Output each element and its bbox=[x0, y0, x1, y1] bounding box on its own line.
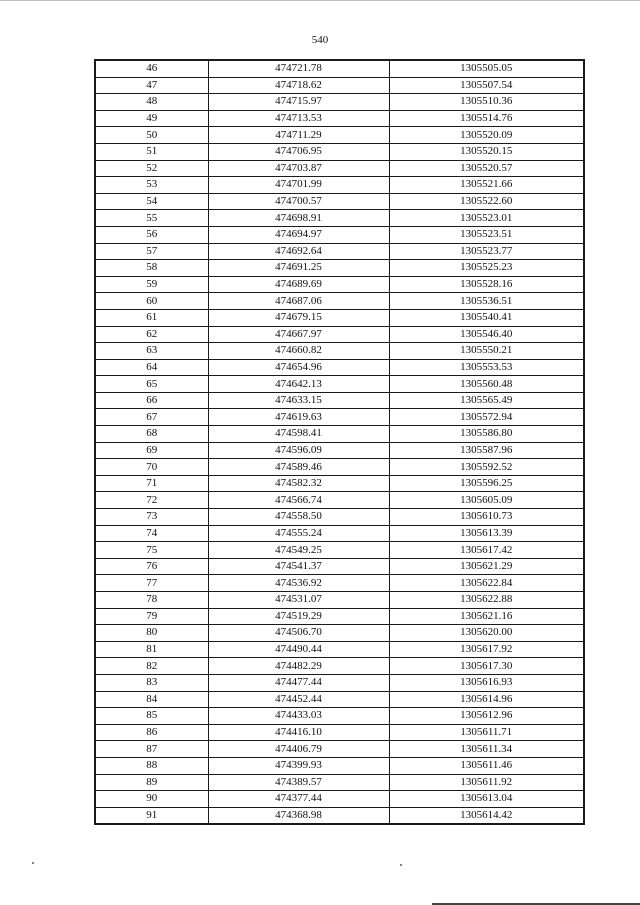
point-number-cell: 89 bbox=[95, 774, 208, 791]
x-coordinate-cell: 474721.78 bbox=[208, 60, 389, 77]
point-number-cell: 66 bbox=[95, 392, 208, 409]
x-coordinate-cell: 474389.57 bbox=[208, 774, 389, 791]
y-coordinate-cell: 1305611.46 bbox=[389, 757, 584, 774]
x-coordinate-cell: 474687.06 bbox=[208, 293, 389, 310]
y-coordinate-cell: 1305523.77 bbox=[389, 243, 584, 260]
y-coordinate-cell: 1305614.96 bbox=[389, 691, 584, 708]
y-coordinate-cell: 1305613.39 bbox=[389, 525, 584, 542]
point-number-cell: 72 bbox=[95, 492, 208, 509]
x-coordinate-cell: 474549.25 bbox=[208, 542, 389, 559]
table-row bbox=[95, 658, 584, 675]
table-row bbox=[95, 791, 584, 808]
x-coordinate-cell: 474541.37 bbox=[208, 558, 389, 575]
point-number-cell: 68 bbox=[95, 426, 208, 443]
coordinate-table bbox=[94, 59, 585, 825]
point-number-cell: 70 bbox=[95, 459, 208, 476]
y-coordinate-cell: 1305617.30 bbox=[389, 658, 584, 675]
y-coordinate-cell: 1305536.51 bbox=[389, 293, 584, 310]
x-coordinate-cell: 474713.53 bbox=[208, 110, 389, 127]
y-coordinate-cell: 1305553.53 bbox=[389, 359, 584, 376]
x-coordinate-cell: 474531.07 bbox=[208, 592, 389, 609]
y-coordinate-cell: 1305546.40 bbox=[389, 326, 584, 343]
y-coordinate-cell: 1305522.60 bbox=[389, 193, 584, 210]
y-coordinate-cell: 1305611.92 bbox=[389, 774, 584, 791]
x-coordinate-cell: 474536.92 bbox=[208, 575, 389, 592]
y-coordinate-cell: 1305614.42 bbox=[389, 807, 584, 824]
table-row bbox=[95, 608, 584, 625]
x-coordinate-cell: 474519.29 bbox=[208, 608, 389, 625]
x-coordinate-cell: 474619.63 bbox=[208, 409, 389, 426]
table-row bbox=[95, 177, 584, 194]
y-coordinate-cell: 1305520.09 bbox=[389, 127, 584, 144]
table-row bbox=[95, 359, 584, 376]
table-row bbox=[95, 276, 584, 293]
x-coordinate-cell: 474689.69 bbox=[208, 276, 389, 293]
x-coordinate-cell: 474406.79 bbox=[208, 741, 389, 758]
x-coordinate-cell: 474506.70 bbox=[208, 625, 389, 642]
y-coordinate-cell: 1305596.25 bbox=[389, 475, 584, 492]
point-number-cell: 61 bbox=[95, 309, 208, 326]
x-coordinate-cell: 474582.32 bbox=[208, 475, 389, 492]
y-coordinate-cell: 1305612.96 bbox=[389, 708, 584, 725]
table-row bbox=[95, 426, 584, 443]
table-row bbox=[95, 542, 584, 559]
table-row bbox=[95, 60, 584, 77]
x-coordinate-cell: 474589.46 bbox=[208, 459, 389, 476]
x-coordinate-cell: 474694.97 bbox=[208, 226, 389, 243]
x-coordinate-cell: 474711.29 bbox=[208, 127, 389, 144]
point-number-cell: 63 bbox=[95, 343, 208, 360]
y-coordinate-cell: 1305560.48 bbox=[389, 376, 584, 393]
point-number-cell: 46 bbox=[95, 60, 208, 77]
x-coordinate-cell: 474698.91 bbox=[208, 210, 389, 227]
y-coordinate-cell: 1305605.09 bbox=[389, 492, 584, 509]
table-row bbox=[95, 343, 584, 360]
x-coordinate-cell: 474691.25 bbox=[208, 260, 389, 277]
y-coordinate-cell: 1305510.36 bbox=[389, 94, 584, 111]
table-row bbox=[95, 293, 584, 310]
y-coordinate-cell: 1305622.88 bbox=[389, 592, 584, 609]
table-row bbox=[95, 807, 584, 824]
point-number-cell: 87 bbox=[95, 741, 208, 758]
table-row bbox=[95, 127, 584, 144]
point-number-cell: 86 bbox=[95, 724, 208, 741]
table-row bbox=[95, 674, 584, 691]
table-row bbox=[95, 77, 584, 94]
table-row bbox=[95, 160, 584, 177]
x-coordinate-cell: 474433.03 bbox=[208, 708, 389, 725]
x-coordinate-cell: 474654.96 bbox=[208, 359, 389, 376]
point-number-cell: 57 bbox=[95, 243, 208, 260]
table-row bbox=[95, 691, 584, 708]
table-row bbox=[95, 143, 584, 160]
y-coordinate-cell: 1305611.71 bbox=[389, 724, 584, 741]
y-coordinate-cell: 1305621.29 bbox=[389, 558, 584, 575]
point-number-cell: 82 bbox=[95, 658, 208, 675]
x-coordinate-cell: 474416.10 bbox=[208, 724, 389, 741]
point-number-cell: 58 bbox=[95, 260, 208, 277]
table-row bbox=[95, 442, 584, 459]
point-number-cell: 49 bbox=[95, 110, 208, 127]
table-row bbox=[95, 226, 584, 243]
table-row bbox=[95, 193, 584, 210]
x-coordinate-cell: 474706.95 bbox=[208, 143, 389, 160]
y-coordinate-cell: 1305505.05 bbox=[389, 60, 584, 77]
point-number-cell: 71 bbox=[95, 475, 208, 492]
y-coordinate-cell: 1305565.49 bbox=[389, 392, 584, 409]
table-row bbox=[95, 641, 584, 658]
x-coordinate-cell: 474718.62 bbox=[208, 77, 389, 94]
point-number-cell: 80 bbox=[95, 625, 208, 642]
table-row bbox=[95, 260, 584, 277]
point-number-cell: 48 bbox=[95, 94, 208, 111]
point-number-cell: 84 bbox=[95, 691, 208, 708]
table-row bbox=[95, 625, 584, 642]
y-coordinate-cell: 1305592.52 bbox=[389, 459, 584, 476]
scan-speck bbox=[32, 862, 34, 864]
x-coordinate-cell: 474701.99 bbox=[208, 177, 389, 194]
point-number-cell: 55 bbox=[95, 210, 208, 227]
point-number-cell: 74 bbox=[95, 525, 208, 542]
table-row bbox=[95, 708, 584, 725]
y-coordinate-cell: 1305616.93 bbox=[389, 674, 584, 691]
scan-speck bbox=[400, 864, 402, 866]
table-row bbox=[95, 525, 584, 542]
table-row bbox=[95, 592, 584, 609]
point-number-cell: 69 bbox=[95, 442, 208, 459]
y-coordinate-cell: 1305514.76 bbox=[389, 110, 584, 127]
y-coordinate-cell: 1305550.21 bbox=[389, 343, 584, 360]
point-number-cell: 85 bbox=[95, 708, 208, 725]
x-coordinate-cell: 474558.50 bbox=[208, 509, 389, 526]
y-coordinate-cell: 1305523.01 bbox=[389, 210, 584, 227]
point-number-cell: 62 bbox=[95, 326, 208, 343]
point-number-cell: 53 bbox=[95, 177, 208, 194]
y-coordinate-cell: 1305521.66 bbox=[389, 177, 584, 194]
y-coordinate-cell: 1305507.54 bbox=[389, 77, 584, 94]
x-coordinate-cell: 474482.29 bbox=[208, 658, 389, 675]
table-row bbox=[95, 558, 584, 575]
x-coordinate-cell: 474703.87 bbox=[208, 160, 389, 177]
x-coordinate-cell: 474566.74 bbox=[208, 492, 389, 509]
point-number-cell: 83 bbox=[95, 674, 208, 691]
y-coordinate-cell: 1305610.73 bbox=[389, 509, 584, 526]
table-row bbox=[95, 94, 584, 111]
x-coordinate-cell: 474368.98 bbox=[208, 807, 389, 824]
x-coordinate-cell: 474490.44 bbox=[208, 641, 389, 658]
coordinate-table-body bbox=[95, 60, 584, 824]
table-row bbox=[95, 210, 584, 227]
y-coordinate-cell: 1305613.04 bbox=[389, 791, 584, 808]
table-row bbox=[95, 741, 584, 758]
table-row bbox=[95, 326, 584, 343]
table-row bbox=[95, 724, 584, 741]
point-number-cell: 67 bbox=[95, 409, 208, 426]
table-row bbox=[95, 409, 584, 426]
point-number-cell: 50 bbox=[95, 127, 208, 144]
table-row bbox=[95, 757, 584, 774]
page-number: 540 bbox=[311, 34, 329, 46]
x-coordinate-cell: 474642.13 bbox=[208, 376, 389, 393]
y-coordinate-cell: 1305520.57 bbox=[389, 160, 584, 177]
y-coordinate-cell: 1305587.96 bbox=[389, 442, 584, 459]
point-number-cell: 60 bbox=[95, 293, 208, 310]
table-row bbox=[95, 774, 584, 791]
x-coordinate-cell: 474700.57 bbox=[208, 193, 389, 210]
x-coordinate-cell: 474660.82 bbox=[208, 343, 389, 360]
x-coordinate-cell: 474715.97 bbox=[208, 94, 389, 111]
table-row bbox=[95, 309, 584, 326]
point-number-cell: 47 bbox=[95, 77, 208, 94]
y-coordinate-cell: 1305621.16 bbox=[389, 608, 584, 625]
y-coordinate-cell: 1305572.94 bbox=[389, 409, 584, 426]
y-coordinate-cell: 1305611.34 bbox=[389, 741, 584, 758]
table-row bbox=[95, 110, 584, 127]
x-coordinate-cell: 474596.09 bbox=[208, 442, 389, 459]
x-coordinate-cell: 474555.24 bbox=[208, 525, 389, 542]
table-row bbox=[95, 475, 584, 492]
point-number-cell: 65 bbox=[95, 376, 208, 393]
point-number-cell: 79 bbox=[95, 608, 208, 625]
x-coordinate-cell: 474598.41 bbox=[208, 426, 389, 443]
x-coordinate-cell: 474667.97 bbox=[208, 326, 389, 343]
x-coordinate-cell: 474399.93 bbox=[208, 757, 389, 774]
y-coordinate-cell: 1305586.80 bbox=[389, 426, 584, 443]
table-row bbox=[95, 575, 584, 592]
x-coordinate-cell: 474377.44 bbox=[208, 791, 389, 808]
point-number-cell: 78 bbox=[95, 592, 208, 609]
y-coordinate-cell: 1305520.15 bbox=[389, 143, 584, 160]
point-number-cell: 52 bbox=[95, 160, 208, 177]
y-coordinate-cell: 1305540.41 bbox=[389, 309, 584, 326]
y-coordinate-cell: 1305528.16 bbox=[389, 276, 584, 293]
y-coordinate-cell: 1305617.92 bbox=[389, 641, 584, 658]
y-coordinate-cell: 1305525.23 bbox=[389, 260, 584, 277]
top-edge-rule bbox=[0, 0, 640, 1]
x-coordinate-cell: 474477.44 bbox=[208, 674, 389, 691]
table-row bbox=[95, 392, 584, 409]
x-coordinate-cell: 474633.15 bbox=[208, 392, 389, 409]
point-number-cell: 77 bbox=[95, 575, 208, 592]
table-row bbox=[95, 459, 584, 476]
point-number-cell: 51 bbox=[95, 143, 208, 160]
table-row bbox=[95, 509, 584, 526]
x-coordinate-cell: 474692.64 bbox=[208, 243, 389, 260]
point-number-cell: 88 bbox=[95, 757, 208, 774]
point-number-cell: 59 bbox=[95, 276, 208, 293]
x-coordinate-cell: 474679.15 bbox=[208, 309, 389, 326]
table-row bbox=[95, 243, 584, 260]
point-number-cell: 56 bbox=[95, 226, 208, 243]
point-number-cell: 90 bbox=[95, 791, 208, 808]
point-number-cell: 64 bbox=[95, 359, 208, 376]
y-coordinate-cell: 1305617.42 bbox=[389, 542, 584, 559]
point-number-cell: 73 bbox=[95, 509, 208, 526]
point-number-cell: 76 bbox=[95, 558, 208, 575]
x-coordinate-cell: 474452.44 bbox=[208, 691, 389, 708]
y-coordinate-cell: 1305620.00 bbox=[389, 625, 584, 642]
table-row bbox=[95, 492, 584, 509]
table-row bbox=[95, 376, 584, 393]
point-number-cell: 75 bbox=[95, 542, 208, 559]
point-number-cell: 54 bbox=[95, 193, 208, 210]
point-number-cell: 91 bbox=[95, 807, 208, 824]
y-coordinate-cell: 1305622.84 bbox=[389, 575, 584, 592]
point-number-cell: 81 bbox=[95, 641, 208, 658]
y-coordinate-cell: 1305523.51 bbox=[389, 226, 584, 243]
